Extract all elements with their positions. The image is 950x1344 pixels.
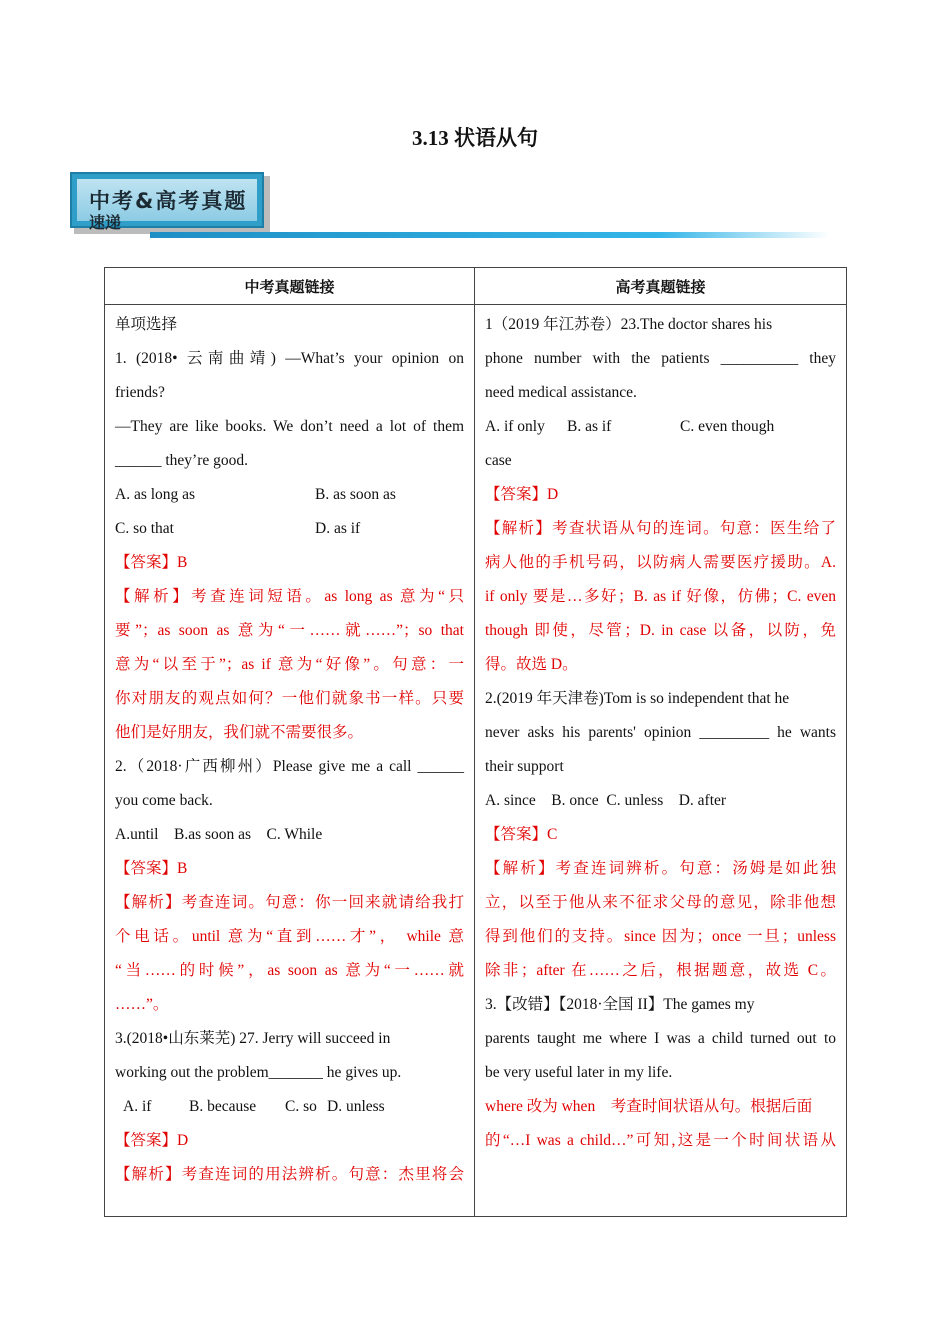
header-gaokao: 高考真题链接	[475, 268, 847, 305]
analysis-line: 你对朋友的观点如何？一他们就象书一样。只要	[115, 690, 464, 707]
analysis-line: 【解析】考查状语从句的连词。句意：医生给了	[485, 520, 836, 537]
analysis-line: 得。故选 D。	[485, 656, 578, 673]
options-row	[115, 478, 464, 512]
analysis-line: 立，以至于他从来不征求父母的意见，除非他想	[485, 894, 836, 911]
banner-title: 中考&高考真题	[89, 189, 248, 213]
option: B. as soon as	[315, 486, 396, 503]
answer-line: 【答案】D	[485, 486, 559, 503]
table-body-row	[105, 305, 847, 1217]
option: A. if only	[485, 418, 545, 435]
question-line: you come back.	[115, 792, 213, 809]
analysis-line: though 即使，尽管；D. in case 以备，以防，免	[485, 622, 836, 639]
option-continuation: case	[485, 452, 512, 469]
options-row: A. since B. once C. unless D. after	[485, 792, 727, 809]
question-line: 1（2019 年江苏卷）23.The doctor shares his	[485, 316, 773, 333]
question-line: their support	[485, 758, 564, 775]
banner-underline	[150, 232, 830, 238]
question-line: —They are like books. We don’t need a lot of them	[115, 418, 464, 435]
question-line: 2.(2019 年天津卷)Tom is so independent that he	[485, 690, 790, 707]
analysis-line: 得到他们的支持。since 因为；once 一旦；unless	[485, 928, 836, 945]
analysis-line: if only 要是…多好；B. as if 好像，仿佛；C. even	[485, 588, 836, 605]
analysis-line: ……”。	[115, 996, 169, 1013]
question-line: 3.【改错】【2018·全国 II】The games my	[485, 996, 755, 1013]
analysis-line: where 改为 when 考查时间状语从句。根据后面	[485, 1098, 813, 1115]
question-line: 1. (2018• 云南曲靖) —What’s your opinion on	[115, 350, 464, 367]
analysis-line: 意为“以至于”；as if 意为“好像”。句意：一	[115, 656, 464, 673]
page-title: 3.13 状语从句	[412, 126, 538, 150]
section-banner	[70, 172, 270, 234]
answer-line: 【答案】C	[485, 826, 558, 843]
section-label: 单项选择	[115, 316, 178, 333]
option: B. because	[189, 1098, 257, 1115]
analysis-line: 【解析】考查连词的用法辨析。句意：杰里将会	[115, 1166, 464, 1183]
gaokao-column	[475, 305, 847, 1217]
analysis-line: 除非；after 在……之后，根据题意，故选 C。	[485, 962, 836, 979]
analysis-line: 的“…I was a child…”可知,这是一个时间状语从	[485, 1132, 836, 1149]
question-line: friends?	[115, 384, 165, 401]
option: A. if	[123, 1098, 152, 1115]
question-line: phone number with the patients __________ they	[485, 350, 836, 367]
option: D. as if	[315, 520, 361, 537]
option: C. even though	[680, 418, 775, 435]
analysis-line: 病人他的手机号码，以防病人需要医疗援助。A.	[485, 554, 836, 571]
analysis-line: 个电话。until 意为“直到……才”， while 意	[115, 928, 464, 945]
analysis-line: 他们是好朋友，我们就不需要很多。	[115, 724, 364, 741]
analysis-line: 【解析】考查连词辨析。句意：汤姆是如此独	[485, 860, 836, 877]
analysis-line: 【解析】考查连词。句意：你一回来就请给我打	[115, 894, 464, 911]
question-line: need medical assistance.	[485, 384, 637, 401]
analysis-line: 【解析】考查连词短语。as long as 意为“只	[115, 588, 464, 605]
option: C. so that	[115, 520, 174, 537]
option: A. as long as	[115, 486, 196, 503]
answer-line: 【答案】B	[115, 860, 188, 877]
analysis-line: “当……的时候”，as soon as 意为“一……就	[115, 962, 464, 979]
option: B. as if	[567, 418, 612, 435]
banner-inner	[77, 179, 257, 232]
question-table	[104, 267, 847, 1217]
options-row	[115, 512, 464, 546]
table-header-row	[105, 268, 847, 305]
question-line: 3.(2018•山东莱芜) 27. Jerry will succeed in	[115, 1030, 391, 1047]
options-row	[485, 410, 836, 444]
question-line: working out the problem_______ he gives up.	[115, 1064, 402, 1081]
banner-box	[70, 172, 264, 232]
option: D. unless	[327, 1098, 385, 1115]
question-line: be very useful later in my life.	[485, 1064, 673, 1081]
options-row: A.until B.as soon as C. While	[115, 826, 323, 843]
question-line: ______ they’re good.	[115, 452, 249, 469]
answer-line: 【答案】D	[115, 1132, 189, 1149]
option: C. so	[285, 1098, 317, 1115]
answer-line: 【答案】B	[115, 554, 188, 571]
options-row	[115, 1090, 464, 1124]
question-line: parents taught me where I was a child turned out to	[485, 1030, 836, 1047]
question-line: 2.（2018·广西柳州）Please give me a call ______	[115, 758, 464, 775]
analysis-line: 要”；as soon as 意为“一……就……”；so that	[115, 622, 464, 639]
header-zhongkao: 中考真题链接	[105, 268, 475, 305]
banner-subtitle: 速递	[89, 213, 122, 232]
zhongkao-column	[105, 305, 475, 1217]
question-line: never asks his parents' opinion _________ he wants	[485, 724, 836, 741]
